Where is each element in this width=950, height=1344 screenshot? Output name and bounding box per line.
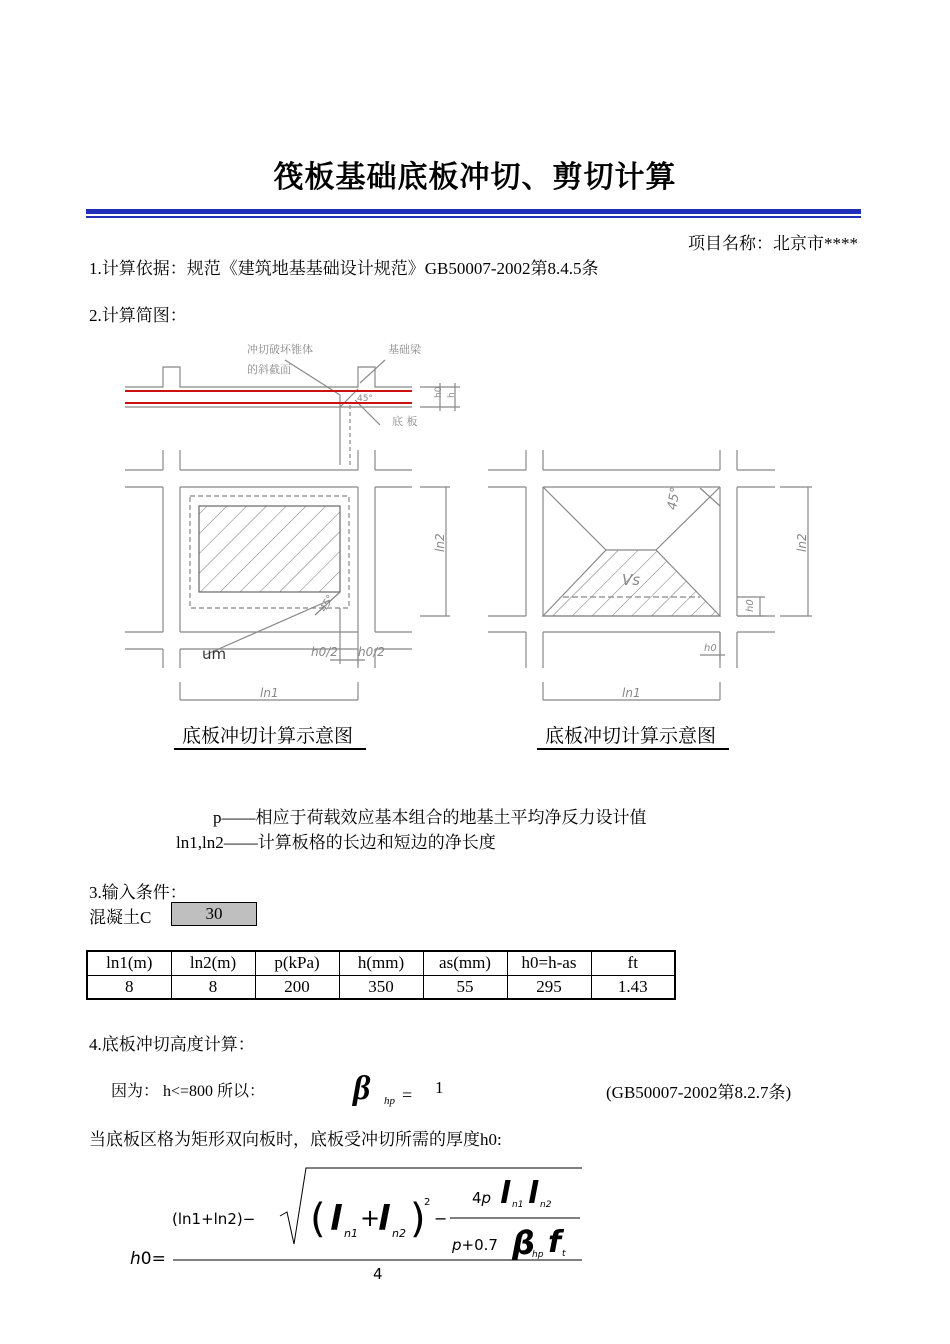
- formula-paren: (: [310, 1196, 326, 1242]
- note-p: p——相应于荷载效应基本组合的地基土平均净反力设计值: [213, 808, 647, 827]
- formula-lhs: h0=: [130, 1249, 166, 1269]
- value-ft: 1.43: [591, 975, 675, 999]
- label-ln1-left: ln1: [260, 686, 279, 700]
- section-basis: 1.计算依据：规范《建筑地基基础设计规范》GB50007-2002第8.4.5条: [89, 259, 599, 278]
- header-as: as(mm): [423, 951, 507, 975]
- value-h[interactable]: 350: [339, 975, 423, 999]
- formula: [120, 1160, 600, 1284]
- svg-text:f: f: [548, 1225, 562, 1260]
- formula-denominator: 4: [373, 1265, 383, 1283]
- svg-text:4p: 4p: [472, 1189, 492, 1207]
- svg-text:+: +: [360, 1204, 381, 1232]
- label-ln2-left: ln2: [433, 533, 447, 552]
- punching-diagram: [0, 330, 950, 760]
- svg-text:n1: n1: [512, 1200, 524, 1210]
- svg-text:hp: hp: [532, 1250, 544, 1260]
- concrete-label: 混凝土C: [89, 908, 152, 927]
- label-ln1-right: ln1: [622, 686, 641, 700]
- because-text: 因为： h<=800 所以：: [111, 1083, 266, 1100]
- caption-left: 底板冲切计算示意图: [182, 725, 354, 747]
- caption-right-underline: [537, 748, 729, 750]
- header-h0: h0=h-as: [507, 951, 591, 975]
- label-beam: 基础梁: [388, 343, 421, 356]
- label-h0half-b: h0/2: [358, 645, 385, 659]
- header-h: h(mm): [339, 951, 423, 975]
- label-cone2: 的斜截面: [247, 363, 291, 376]
- label-45-left: 45°: [318, 593, 337, 614]
- header-ft: ft: [591, 951, 675, 975]
- value-h0: 295: [507, 975, 591, 999]
- value-ln2[interactable]: 8: [171, 975, 255, 999]
- svg-text:): ): [410, 1196, 426, 1242]
- section-punching: 4.底板冲切高度计算：: [89, 1035, 255, 1054]
- svg-text:β: β: [512, 1224, 535, 1262]
- title-rule-thin: [86, 216, 861, 218]
- label-h0-section: h0: [434, 386, 444, 398]
- label-45-section: 45°: [357, 394, 373, 404]
- label-h-section: h: [447, 392, 457, 398]
- svg-text:t: t: [562, 1249, 566, 1259]
- label-slab: 底 板: [392, 415, 418, 428]
- section-view: [125, 360, 460, 465]
- label-ln2-right: ln2: [795, 533, 809, 552]
- label-45-right: 45°: [664, 485, 684, 512]
- table-row: [87, 975, 675, 999]
- thickness-text: 当底板区格为矩形双向板时，底板受冲切所需的厚度h0:: [89, 1130, 502, 1149]
- beta-symbol: β: [353, 1070, 371, 1107]
- svg-text:n2: n2: [540, 1200, 552, 1210]
- caption-right: 底板冲切计算示意图: [545, 725, 717, 747]
- label-h0-right: h0: [745, 599, 756, 612]
- beta-value: 1: [435, 1078, 444, 1097]
- beta-subscript: hp: [384, 1095, 395, 1107]
- input-table: [86, 950, 676, 1000]
- formula-left-term: (ln1+ln2)−: [172, 1210, 256, 1228]
- svg-text:n2: n2: [392, 1227, 406, 1240]
- svg-text:n1: n1: [344, 1227, 358, 1240]
- note-ln: ln1,ln2——计算板格的长边和短边的净长度: [176, 833, 496, 852]
- label-vs: Vs: [622, 571, 641, 589]
- value-ln1[interactable]: 8: [87, 975, 171, 999]
- section-inputs: 3.输入条件：: [89, 883, 187, 902]
- label-cone: 冲切破坏锥体: [247, 343, 313, 356]
- label-um: um: [202, 645, 227, 663]
- svg-text:l: l: [330, 1199, 342, 1239]
- beta-reference: (GB50007-2002第8.2.7条): [606, 1083, 792, 1102]
- svg-text:l: l: [528, 1176, 539, 1211]
- header-p: p(kPa): [255, 951, 339, 975]
- beta-equals: =: [402, 1085, 413, 1105]
- page-title: 筏板基础底板冲切、剪切计算: [273, 160, 677, 195]
- value-p[interactable]: 200: [255, 975, 339, 999]
- concrete-grade-field[interactable]: 30: [171, 902, 257, 926]
- section-diagram: 2.计算简图：: [89, 306, 187, 325]
- header-ln1: ln1(m): [87, 951, 171, 975]
- right-plan: [488, 450, 812, 700]
- project-name: 项目名称：北京市****: [688, 234, 858, 253]
- left-plan: [125, 450, 450, 700]
- table-header-row: [87, 951, 675, 975]
- svg-text:2: 2: [424, 1197, 431, 1208]
- header-ln2: ln2(m): [171, 951, 255, 975]
- svg-text:−: −: [434, 1209, 448, 1228]
- svg-text:l: l: [500, 1176, 511, 1211]
- svg-text:l: l: [378, 1199, 390, 1239]
- caption-left-underline: [174, 748, 366, 750]
- svg-text:p+0.7: p+0.7: [452, 1236, 498, 1254]
- title-rule-thick: [86, 209, 861, 214]
- value-as[interactable]: 55: [423, 975, 507, 999]
- label-h0-right-b: h0: [704, 643, 717, 654]
- label-h0half-a: h0/2: [311, 645, 338, 659]
